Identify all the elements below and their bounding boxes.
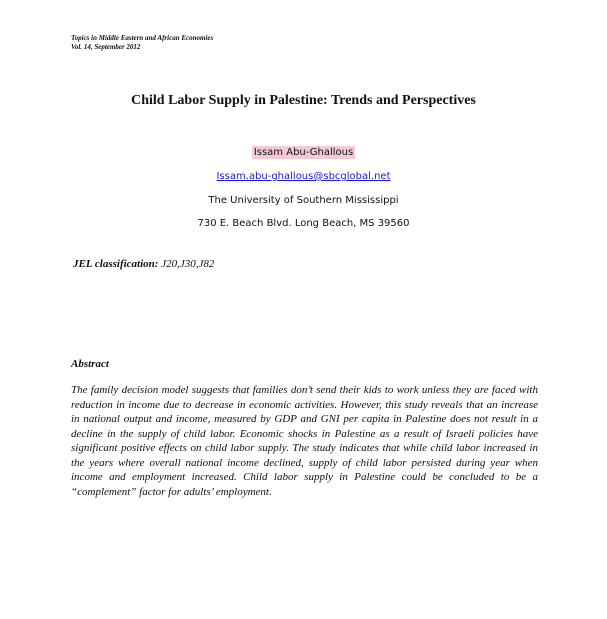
author-address: 730 E. Beach Blvd. Long Beach, MS 39560	[197, 218, 410, 229]
jel-classification	[73, 258, 214, 270]
journal-name: Topics in Middle Eastern and African Economies	[71, 34, 214, 42]
author-name: Issam Abu-Ghallous	[253, 147, 354, 158]
abstract-text: The family decision model suggests that families don’t send their kids to work unless they are faced with reduction in income due to decrease in economic activities. However, this study reveals that an increase in national output and income, measured by GDP and GNI per capita in Palestine does not result in a decline in the supply of child labor. Economic shocks in Palestine as a result of Israeli policies have significant positive effects on child labor supply. The study indicates that while child labor increased in the years where overall national income declined, supply of child labor persisted during year when income and employment increased. Child labor supply in Palestine could be concluded to be a “complement” factor for adults’ employment.	[71, 384, 538, 498]
paper-title: Child Labor Supply in Palestine: Trends and Perspectives	[131, 93, 476, 108]
author-affiliation: The University of Southern Mississippi	[208, 195, 399, 206]
journal-volume: Vol. 14, September 2012	[71, 43, 141, 51]
author-line	[0, 147, 607, 158]
email-line	[0, 171, 607, 182]
journal-header	[71, 34, 213, 52]
jel-codes: J20,J30,J82	[161, 258, 215, 270]
abstract-heading: Abstract	[71, 358, 109, 370]
jel-label: JEL classification:	[73, 258, 159, 270]
author-email-link[interactable]: Issam.abu-ghallous@sbcglobal.net	[216, 171, 391, 182]
